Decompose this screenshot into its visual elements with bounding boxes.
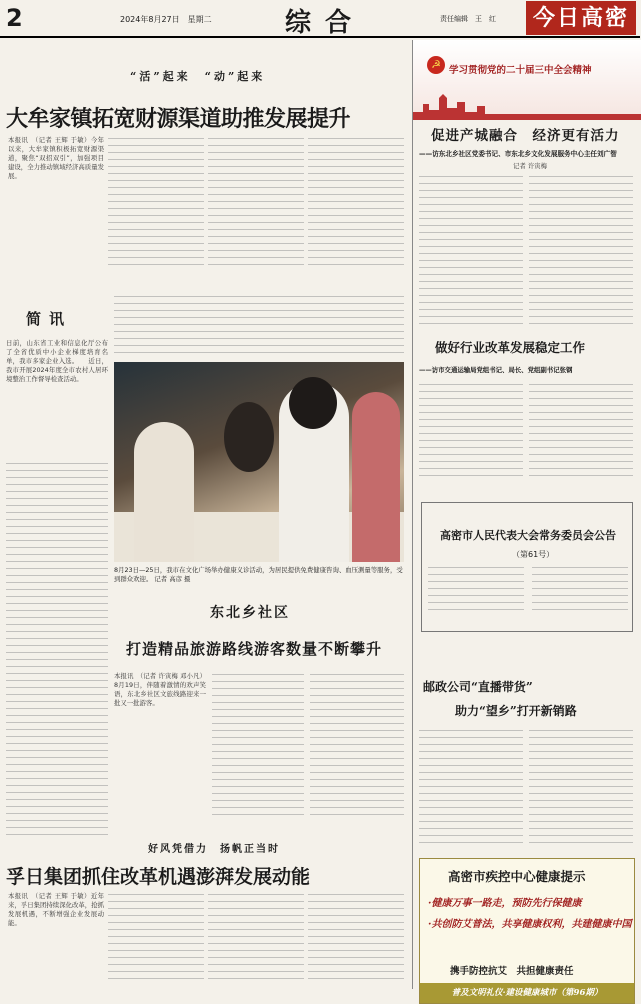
article1-body-col2 xyxy=(108,138,204,278)
right-headline-3: 邮政公司“直播带货” xyxy=(423,680,533,694)
issue-date: 2024年8月27日 星期二 xyxy=(120,15,212,24)
health-event-photo xyxy=(114,362,404,562)
article1-body-col3 xyxy=(208,138,304,278)
right-article1-col1 xyxy=(419,176,523,326)
article2-body-col2 xyxy=(212,674,304,824)
skyline-icon xyxy=(413,90,641,120)
right-article1-col2 xyxy=(529,176,633,326)
article3-body-col4 xyxy=(308,894,404,986)
article2-kicker: 东北乡社区 xyxy=(210,605,290,621)
article3-body-col3 xyxy=(208,894,304,986)
article3-headline: 孚日集团抓住改革机遇澎湃发展动能 xyxy=(6,866,311,888)
article3-body-col2 xyxy=(108,894,204,986)
article3-kicker: 好风凭借力 扬帆正当时 xyxy=(148,844,280,855)
right-headline-1: 促进产城融合 经济更有活力 xyxy=(431,128,620,144)
masthead xyxy=(0,0,640,38)
cdc-title: 高密市疾控中心健康提示 xyxy=(448,869,586,884)
photo-doctor-head xyxy=(289,377,337,429)
photo-person-left xyxy=(134,422,194,562)
section-title: 综合 xyxy=(285,8,366,38)
briefs-body xyxy=(6,463,108,843)
right-reporter-1: 记者 许寅梅 xyxy=(513,162,547,170)
article1-kicker: “活”起来 “动”起来 xyxy=(130,70,266,83)
right-subhead-2: ——访市交通运输局党组书记、局长、党组副书记张钢 xyxy=(419,366,573,374)
notice-number: （第61号） xyxy=(512,550,555,559)
notice-body-col2 xyxy=(532,567,628,617)
article1-body-lower xyxy=(114,296,404,358)
cdc-health-ad xyxy=(419,858,635,1004)
article1-lead: 本报讯 （记者 王辉 于敏）今年以来，大牟家镇积极拓宽财源渠道，聚焦“双招双引”，加强项目建设，全力推动镇域经济高质量发展。 xyxy=(8,136,104,180)
congress-notice xyxy=(421,502,633,632)
article3-lead: 本报讯 （记者 王辉 于敏）近年来，孚日集团持续深化改革，抢抓发展机遇，不断增强企业发展动能。 xyxy=(8,892,104,927)
right-article2-col1 xyxy=(419,384,523,484)
right-article3-col1 xyxy=(419,730,523,850)
article1-headline: 大牟家镇拓宽财源渠道助推发展提升 xyxy=(6,107,351,132)
briefs-text: 日前，山东省工业和信息化厅公布了全省优质中小企业梯度培育名单，我市多家企业入选。 近日，我市开展2024年度全市农村人居环境整治工作督导检查活动。 xyxy=(6,339,108,383)
notice-title: 高密市人民代表大会常务委员会公告 xyxy=(440,529,616,542)
notice-body-col1 xyxy=(428,567,524,617)
article1-body-col4 xyxy=(308,138,404,278)
photo-caption-text: 8月23日—25日，我市在文化广场举办健康义诊活动，为居民提供免费健康咨询、血压测量等服务，受到群众欢迎。 xyxy=(114,566,403,583)
article2-headline: 打造精品旅游路线游客数量不断攀升 xyxy=(126,640,383,658)
article2-body-col3 xyxy=(310,674,404,824)
study-banner-title: 学习贯彻党的二十届三中全会精神 xyxy=(449,65,592,76)
party-emblem-icon: ☭ xyxy=(427,56,445,74)
cdc-slogan-2: ·共创防艾普法，共享健康权利，共建健康中国 xyxy=(428,919,632,930)
cdc-slogan-1: ·健康万事一路走，预防先行保健康 xyxy=(428,898,582,909)
right-column xyxy=(412,40,640,998)
photo-caption xyxy=(114,566,404,584)
page-number: 2 xyxy=(6,4,23,32)
article2-lead: 本报讯 （记者 许寅梅 邓小凡）8月19日，伴随着激情的欢声笑语，东北乡社区文旅线路迎来一批又一批游客。 xyxy=(114,672,206,707)
right-subhead-1: ——访东北乡社区党委书记、市东北乡文化发展服务中心主任刘广智 xyxy=(419,150,617,158)
photo-person-right xyxy=(352,392,400,562)
right-headline-4: 助力“望乡”打开新销路 xyxy=(455,704,577,718)
cdc-slogan-3: 携手防控抗艾 共担健康责任 xyxy=(450,966,574,977)
briefs-title: 简讯 xyxy=(26,310,73,328)
cdc-bottom-bar: 普及文明礼仪·建设健康城市（第96期） xyxy=(420,983,634,1003)
newspaper-logo: 今日高密 xyxy=(526,1,636,35)
editor-credit: 责任编辑 王 红 xyxy=(440,15,496,23)
right-article2-col2 xyxy=(529,384,633,484)
photo-credit: 记者 高彦 摄 xyxy=(154,575,191,583)
right-article3-col2 xyxy=(529,730,633,850)
left-column xyxy=(0,40,408,989)
briefs-box xyxy=(6,296,108,836)
photo-person-center xyxy=(224,402,274,472)
right-headline-2: 做好行业改革发展稳定工作 xyxy=(435,340,586,355)
study-banner xyxy=(413,40,641,120)
